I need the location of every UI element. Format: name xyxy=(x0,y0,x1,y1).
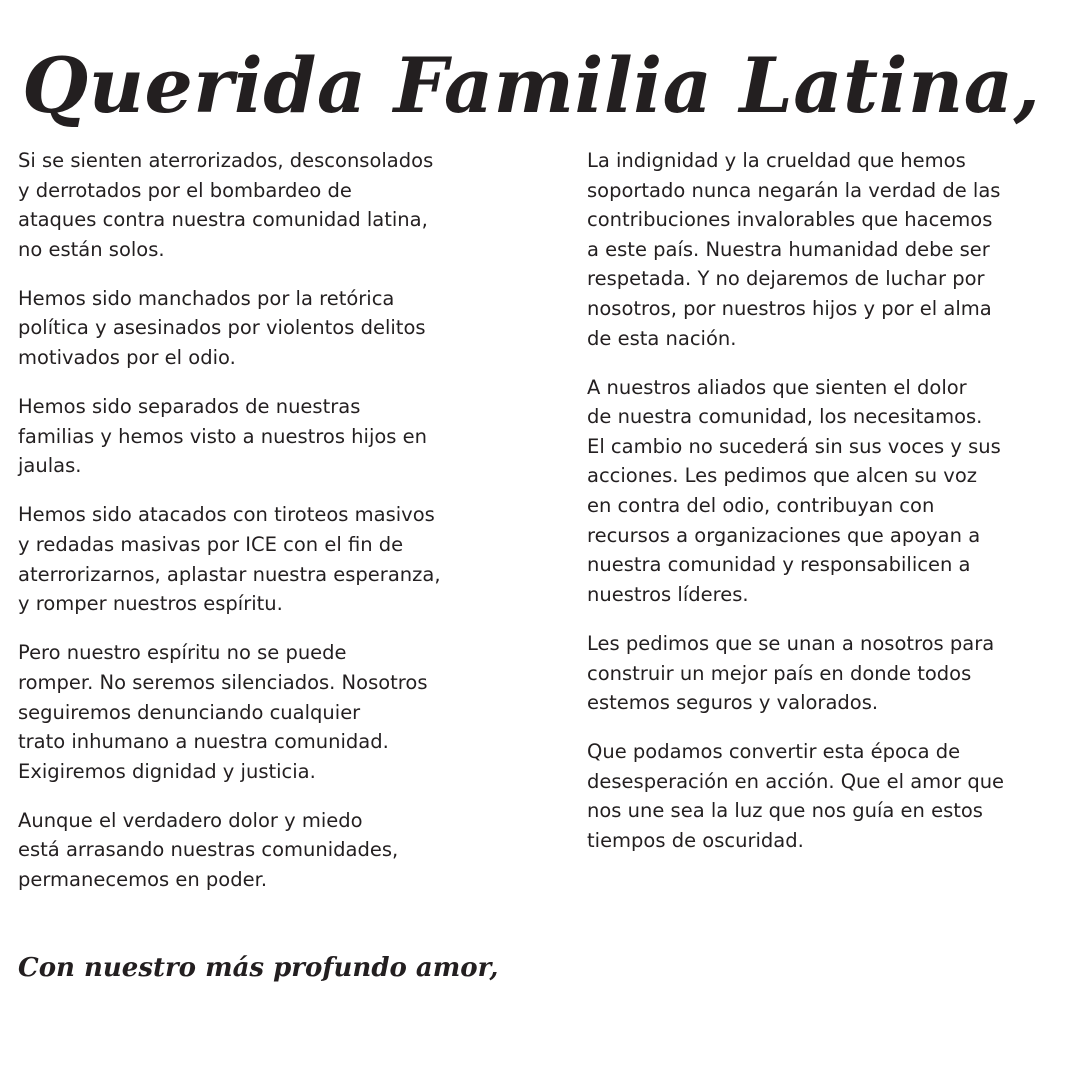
paragraph-line: A nuestros aliados que sienten el dolor xyxy=(587,375,967,399)
paragraph-line: nos une sea la luz que nos guía en estos xyxy=(587,799,983,823)
paragraph-line: recursos a organizaciones que apoyan a xyxy=(587,523,981,547)
paragraph-line: construir un mejor país en donde todos xyxy=(587,661,972,685)
paragraph-line: Les pedimos que se unan a nosotros para xyxy=(587,631,995,655)
paragraph-line: en contra del odio, contribuyan con xyxy=(587,494,935,518)
paragraph-line: contribuciones invalorables que hacemos xyxy=(587,208,993,232)
paragraph-line: Hemos sido separados de nuestras xyxy=(18,395,361,419)
paragraph-line: romper. No seremos silenciados. Nosotros xyxy=(18,670,428,694)
paragraph xyxy=(18,284,518,373)
paragraph-line: El cambio no sucederá sin sus voces y sus xyxy=(587,434,1001,458)
paragraph-line: tiempos de oscuridad. xyxy=(587,828,804,852)
right-column xyxy=(587,146,1072,875)
paragraph-line: nuestros líderes. xyxy=(587,582,749,606)
letter-signoff: Con nuestro más profundo amor, xyxy=(18,953,499,983)
paragraph-line: a este país. Nuestra humanidad debe ser xyxy=(587,237,990,261)
paragraph-line: permanecemos en poder. xyxy=(18,867,268,891)
paragraph-line: de nuestra comunidad, los necesitamos. xyxy=(587,405,983,429)
paragraph-line: y romper nuestros espíritu. xyxy=(18,592,283,616)
paragraph-line: jaulas. xyxy=(18,454,82,478)
paragraph-line: respetada. Y no dejaremos de luchar por xyxy=(587,267,985,291)
paragraph-line: Aunque el verdadero dolor y miedo xyxy=(18,808,363,832)
paragraph-line: Pero nuestro espíritu no se puede xyxy=(18,641,347,665)
paragraph-line: desesperación en acción. Que el amor que xyxy=(587,769,1005,793)
paragraph xyxy=(18,638,518,786)
paragraph-line: política y asesinados por violentos delitos xyxy=(18,316,426,340)
paragraph-line: y redadas masivas por ICE con el fin de xyxy=(18,533,404,557)
left-column xyxy=(18,146,518,914)
paragraph xyxy=(18,146,518,264)
paragraph-line: no están solos. xyxy=(18,237,165,261)
paragraph-line: acciones. Les pedimos que alcen su voz xyxy=(587,464,977,488)
paragraph-line: La indignidad y la crueldad que hemos xyxy=(587,149,966,172)
letter-headline: Querida Familia Latina, xyxy=(22,41,1041,130)
paragraph-line: nosotros, por nuestros hijos y por el alma xyxy=(587,296,992,320)
paragraph-line: familias y hemos visto a nuestros hijos en xyxy=(18,424,428,448)
paragraph-line: Si se sienten aterrorizados, desconsolados xyxy=(18,149,434,172)
paragraph-line: estemos seguros y valorados. xyxy=(587,691,879,715)
paragraph-line: Hemos sido manchados por la retórica xyxy=(18,286,395,310)
paragraph-line: nuestra comunidad y responsabilicen a xyxy=(587,553,971,577)
paragraph xyxy=(587,146,1072,353)
paragraph xyxy=(587,629,1072,718)
paragraph xyxy=(18,806,518,895)
paragraph-line: Exigiremos dignidad y justicia. xyxy=(18,759,316,783)
paragraph xyxy=(18,392,518,481)
paragraph-line: y derrotados por el bombardeo de xyxy=(18,178,352,202)
paragraph-line: trato inhumano a nuestra comunidad. xyxy=(18,730,389,754)
paragraph-line: motivados por el odio. xyxy=(18,346,236,370)
paragraph-line: Hemos sido atacados con tiroteos masivos xyxy=(18,503,435,527)
paragraph-line: aterrorizarnos, aplastar nuestra esperanza, xyxy=(18,562,441,586)
paragraph xyxy=(587,737,1072,855)
paragraph-line: está arrasando nuestras comunidades, xyxy=(18,838,399,862)
paragraph xyxy=(587,373,1072,610)
paragraph xyxy=(18,500,518,618)
paragraph-line: Que podamos convertir esta época de xyxy=(587,740,961,764)
paragraph-line: de esta nación. xyxy=(587,326,737,350)
paragraph-line: ataques contra nuestra comunidad latina, xyxy=(18,208,428,232)
paragraph-line: soportado nunca negarán la verdad de las xyxy=(587,178,1001,202)
paragraph-line: seguiremos denunciando cualquier xyxy=(18,700,361,724)
